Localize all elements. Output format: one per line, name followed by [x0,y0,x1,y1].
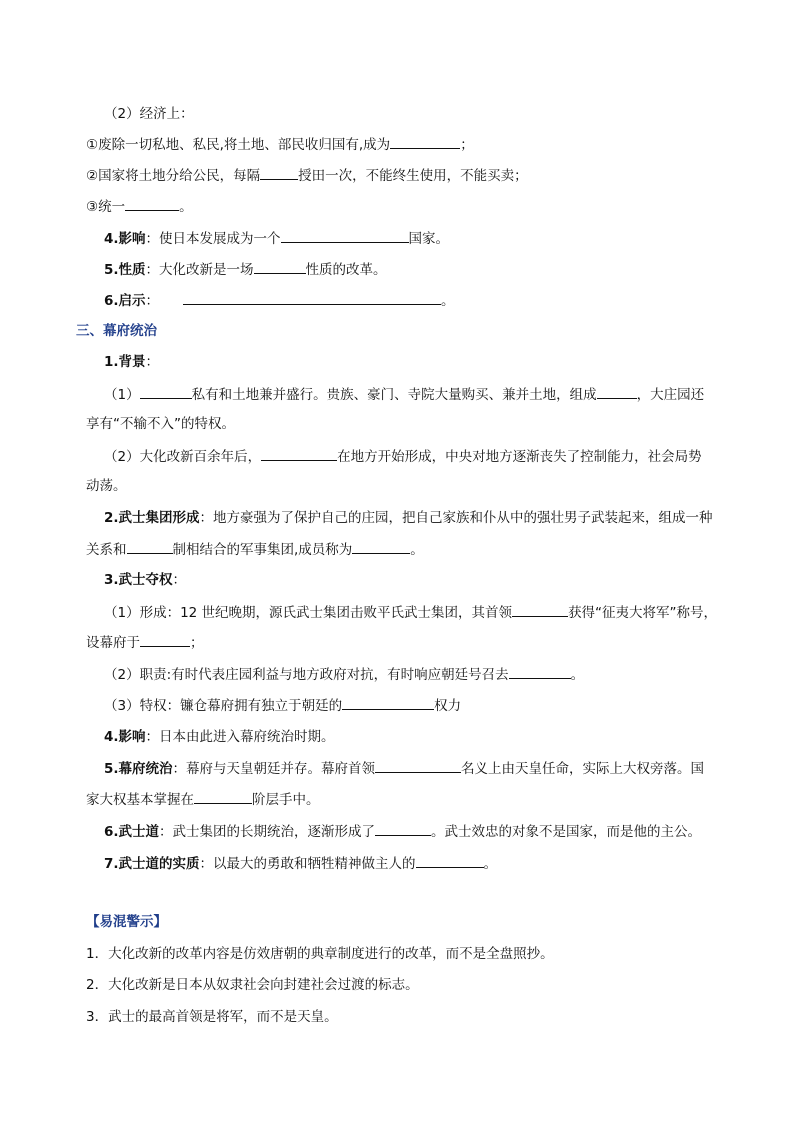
influence-line [104,228,449,249]
blank [261,446,337,461]
influence-end: 国家。 [408,231,450,247]
dq1-text-a: （1）形成：12 世纪晚期，源氏武士集团击败平氏武士集团，其首领 [104,605,513,621]
wg-text-c: 。 [410,542,424,558]
warrior-group-text: ：地方豪强为了保护自己的庄园，把自己家族和仆从中的强壮男子武装起来，组成一种 [199,510,713,526]
background-item-2-cont: 动荡。 [86,478,127,494]
background-item-1-cont: 享有“不输不入”的特权。 [86,416,235,432]
warning-item-1: 1．大化改新的改革内容是仿效唐朝的典章制度进行的改革，而不是全盘照抄。 [86,946,554,962]
nature-label: 5.性质 [104,262,146,278]
econ-item-1 [86,134,474,155]
dq2-text-b: 。 [570,667,585,683]
blank [375,821,431,836]
background-heading [104,352,159,372]
warrior-group-cont [86,539,424,560]
nature-text: ：大化改新是一场 [145,262,254,278]
dq1-text-b: 获得“征夷大将军”称号， [568,605,718,621]
background-item-2 [104,446,702,467]
econ-heading: （2）经济上： [104,106,194,122]
dq3-text-b: 权力 [434,698,462,714]
mf-text-a: ：幕府与天皇朝廷并存。幕府首领 [172,761,376,777]
econ-item-1-end: ； [460,137,474,153]
bg1-text-b: 私有和土地兼并盛行。贵族、豪门、寺院大量购买、兼并土地，组成 [191,387,597,403]
blank [509,664,571,679]
seize-power-item-1-cont [86,632,204,653]
background-label: 1.背景 [104,354,146,370]
blank [281,228,409,243]
blank [260,165,298,180]
bushido-text-a: ：武士集团的长期统治，逐渐形成了 [159,824,376,840]
dq1-text-d: ； [190,635,204,651]
bg1-text-c: ，大庄园还 [636,387,705,403]
blank [390,134,460,149]
essence-text-b: 。 [483,856,498,872]
dq2-text-a: （2）职责:有时代表庄园利益与地方政府对抗，有时响应朝廷号召去 [104,667,509,683]
blank [125,196,179,211]
bushido-text-b: 。武士效忠的对象不是国家，而是他的主公。 [431,824,702,840]
blank [375,758,461,773]
mf-text-d: 阶层手中。 [252,792,320,808]
econ-item-3-text: ③统一 [86,199,126,215]
shogunate-influence-label: 4.影响 [104,729,146,745]
warrior-group-line [104,508,713,528]
blank [352,539,410,554]
influence-label: 4.影响 [104,231,146,247]
section-title: 三、幕府统治 [76,323,157,339]
blank [597,384,637,399]
seize-power-item-3 [104,695,461,716]
insight-label: 6.启示 [104,293,146,309]
econ-item-3-end: 。 [179,199,193,215]
shogunate-rule-cont [86,789,320,810]
shogunate-rule-line [104,758,704,779]
warning-item-2: 2．大化改新是日本从奴隶社会向封建社会过渡的标志。 [86,977,419,993]
bushido-essence-line [104,853,497,874]
insight-end: 。 [441,293,455,309]
econ-item-3 [86,196,193,217]
seize-power-item-1 [104,602,717,623]
influence-text: ：使日本发展成为一个 [145,231,281,247]
warning-item-3: 3．武士的最高首领是将军，而不是天皇。 [86,1009,338,1025]
bushido-label: 6.武士道 [104,824,160,840]
econ-item-2-text: ②国家将土地分给公民，每隔 [86,168,261,184]
econ-item-2-end: 授田一次，不能终生使用，不能买卖； [298,168,528,184]
wg-text-b: 制相结合的军事集团,成员称为 [172,542,353,558]
mf-text-c: 家大权基本掌握在 [86,792,194,808]
bushido-line [104,821,701,842]
bg2-text-b: 在地方开始形成，中央对地方逐渐丧失了控制能力，社会局势 [337,449,702,465]
warning-title: 【易混警示】 [86,914,167,930]
blank [127,539,173,554]
shogunate-influence-line [104,727,335,747]
insight-text: ： [145,293,160,309]
econ-item-1-text: ①废除一切私地、私民,将土地、部民收归国有,成为 [86,137,391,153]
blank [140,384,192,399]
blank [140,632,190,647]
bg1-text-a: （1） [104,387,140,403]
seize-power-item-2 [104,664,584,685]
background-colon: ： [145,354,160,370]
shogunate-influence-text: ：日本由此进入幕府统治时期。 [145,729,335,745]
blank [254,259,306,274]
bg2-text-a: （2）大化改新百余年后， [104,449,262,465]
nature-line [104,259,387,280]
mf-text-b: 名义上由天皇任命，实际上大权旁落。国 [461,761,705,777]
blank [194,789,252,804]
warrior-group-label: 2.武士集团形成 [104,510,200,526]
essence-text-a: ：以最大的勇敢和牺牲精神做主人的 [199,856,416,872]
wg-text-a: 关系和 [86,542,127,558]
background-item-1 [104,384,704,405]
seize-power-colon: ： [172,572,187,588]
blank [416,853,484,868]
bushido-essence-label: 7.武士道的实质 [104,856,200,872]
dq3-text-a: （3）特权：镰仓幕府拥有独立于朝廷的 [104,698,343,714]
blank [342,695,434,710]
blank [183,290,441,305]
blank [512,602,568,617]
nature-end: 性质的改革。 [305,262,387,278]
dq1-text-c: 设幕府于 [86,635,140,651]
econ-item-2 [86,165,528,186]
insight-line [104,290,455,311]
seize-power-heading [104,570,186,590]
shogunate-rule-label: 5.幕府统治 [104,761,173,777]
seize-power-label: 3.武士夺权 [104,572,173,588]
